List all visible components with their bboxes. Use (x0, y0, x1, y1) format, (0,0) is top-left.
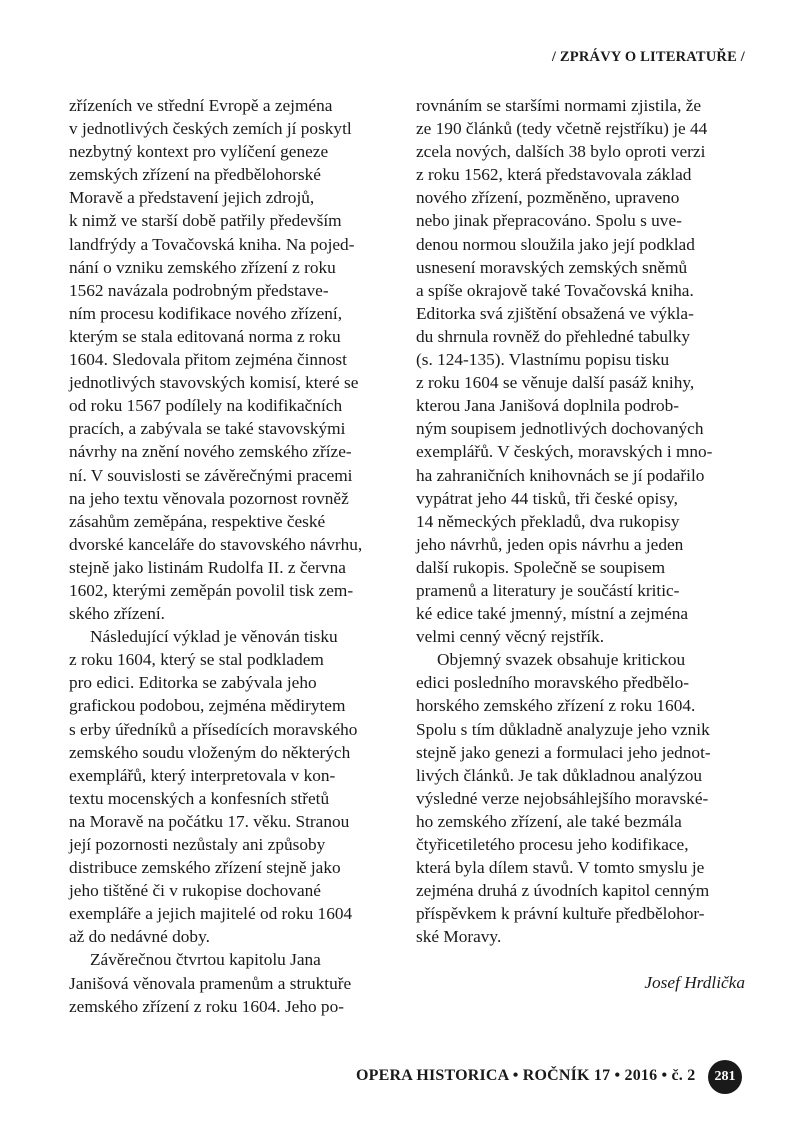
text-line: stejně jako genezi a formulaci jeho jednot- (416, 742, 711, 762)
text-line: až do nedávné doby. (69, 927, 210, 947)
text-line: na jeho textu věnovala pozornost rovněž (69, 488, 349, 508)
text-line: z roku 1562, která představovala základ (416, 165, 692, 185)
text-line: edici posledního moravského předbělo- (416, 673, 690, 693)
text-line: denou normou sloužila jako její podklad (416, 234, 695, 254)
text-line: zemského soudu vloženým do některých (69, 742, 351, 762)
journal-footer: OPERA HISTORICA • ROČNÍK 17 • 2016 • č. 2 (356, 1067, 696, 1084)
author-signature: Josef Hrdlička (644, 973, 745, 992)
text-line: exemplářů. V českých, moravských i mno- (416, 442, 713, 462)
text-line: z roku 1604 se věnuje další pasáž knihy, (416, 373, 695, 393)
text-line: příspěvkem k právní kultuře předbělohor- (416, 904, 705, 924)
text-line: 1602, kterými zeměpán povolil tisk zem- (69, 580, 354, 600)
text-line: čtyřicetiletého procesu jeho kodifikace, (416, 835, 689, 854)
text-line: zejména druhá z úvodních kapitol cenným (416, 881, 710, 901)
right-column (416, 94, 734, 948)
text-line: velmi cenný věcný rejstřík. (416, 627, 605, 647)
text-line: ným soupisem jednotlivých dochovaných (416, 419, 704, 439)
text-line: jeho návrhů, jeden opis návrhu a jeden (416, 534, 684, 554)
text-line: 1604. Sledovala přitom zejména činnost (69, 350, 347, 370)
text-line: zásahům zeměpána, respektive české (69, 511, 326, 531)
text-line: textu mocenských a konfesních střetů (69, 788, 330, 808)
text-line: ské Moravy. (416, 927, 502, 947)
text-line: pro edici. Editorka se zabývala jeho (69, 673, 317, 693)
text-line: ké edice také jmenný, místní a zejména (416, 604, 689, 624)
text-line: zřízeních ve střední Evropě a zejména (69, 96, 333, 115)
text-line: rovnáním se staršími normami zjistila, že (416, 96, 702, 115)
text-line: k nimž ve starší době patřily především (69, 211, 342, 231)
text-line: Závěrečnou čtvrtou kapitolu Jana (90, 950, 321, 970)
text-line: vypátrat jeho 44 tisků, tři české opisy, (416, 488, 678, 508)
text-line: ho zemského zřízení, ale také bezmála (416, 811, 682, 831)
text-line: nezbytný kontext pro vylíčení geneze (69, 142, 329, 162)
text-line: nání o vzniku zemského zřízení z roku (69, 257, 336, 277)
text-line: která byla dílem stavů. V tomto smyslu je (416, 858, 705, 878)
text-line: další rukopis. Společně se soupisem (416, 557, 666, 577)
text-line: Editorka svá zjištění obsažená ve výkla- (416, 303, 694, 323)
text-line: a spíše okrajově také Tovačovská kniha. (416, 280, 694, 300)
text-line: Janišová věnovala pramenům a struktuře (69, 973, 352, 993)
text-line: exempláře a jejich majitelé od roku 1604 (69, 904, 353, 924)
text-line: Spolu s tím důkladně analyzuje jeho vznik (416, 719, 710, 739)
text-line: nového zřízení, pozměněno, upraveno (416, 188, 680, 208)
text-line: výsledné verze nejobsáhlejšího moravské- (416, 788, 709, 808)
text-line: ním procesu kodifikace nového zřízení, (69, 303, 343, 323)
text-line: exemplářů, který interpretovala v kon- (69, 765, 336, 785)
text-line: s erby úředníků a přísedících moravského (69, 719, 358, 739)
text-line: stejně jako listinám Rudolfa II. z června (69, 557, 346, 577)
text-line: jednotlivých stavovských komisí, které se (69, 373, 359, 393)
text-line: pracích, a zabývala se také stavovskými (69, 419, 346, 439)
text-line: v jednotlivých českých zemích jí poskytl (69, 119, 352, 139)
text-line: zcela nových, dalších 38 bylo oproti verzi (416, 142, 706, 162)
text-line: kterým se stala editovaná norma z roku (69, 326, 341, 346)
text-line: pramenů a literatury je součástí kritic- (416, 580, 680, 600)
page-number-badge: 281 (708, 1060, 742, 1094)
text-line: ní. V souvislosti se závěrečnými pracemi (69, 465, 353, 485)
text-line: dvorské kanceláře do stavovského návrhu, (69, 534, 363, 554)
text-line: na Moravě na počátku 17. věku. Stranou (69, 811, 350, 831)
text-line: Objemný svazek obsahuje kritickou (437, 650, 686, 670)
text-line: kterou Jana Janišová doplnila podrob- (416, 396, 679, 416)
text-line: usnesení moravských zemských sněmů (416, 257, 688, 277)
text-line: Následující výklad je věnován tisku (90, 627, 338, 647)
text-line: návrhy na znění nového zemského zříze- (69, 442, 352, 462)
text-line: od roku 1567 podílely na kodifikačních (69, 396, 343, 416)
section-header: / ZPRÁVY O LITERATUŘE / (551, 49, 745, 65)
text-line: ze 190 článků (tedy včetně rejstříku) je 44 (416, 119, 708, 139)
text-line: jeho tištěné či v rukopise dochované (69, 881, 321, 901)
text-line: horského zemského zřízení z roku 1604. (416, 696, 696, 716)
text-line: její pozornosti nezůstaly ani způsoby (69, 835, 326, 854)
text-line: ského zřízení. (69, 604, 165, 624)
text-line: zemských zřízení na předbělohorské (69, 165, 321, 185)
text-line: 1562 navázala podrobným představe- (69, 280, 329, 300)
left-column (69, 94, 387, 1018)
text-line: z roku 1604, který se stal podkladem (69, 650, 324, 670)
text-line: ha zahraničních knihovnách se jí podařilo (416, 465, 705, 485)
text-line: Moravě a představení jejich zdrojů, (69, 188, 315, 208)
text-line: landfrýdy a Tovačovská kniha. Na pojed- (69, 234, 355, 254)
text-line: (s. 124-135). Vlastnímu popisu tisku (416, 350, 670, 370)
text-line: zemského zřízení z roku 1604. Jeho po- (69, 996, 344, 1016)
text-line: du shrnula rovněž do přehledné tabulky (416, 326, 691, 346)
text-line: 14 německých překladů, dva rukopisy (416, 511, 680, 531)
text-line: nebo jinak přepracováno. Spolu s uve- (416, 211, 682, 231)
text-line: livých článků. Je tak důkladnou analýzou (416, 765, 703, 785)
text-line: distribuce zemského zřízení stejně jako (69, 858, 341, 878)
text-line: grafickou podobou, zejména mědirytem (69, 696, 346, 716)
